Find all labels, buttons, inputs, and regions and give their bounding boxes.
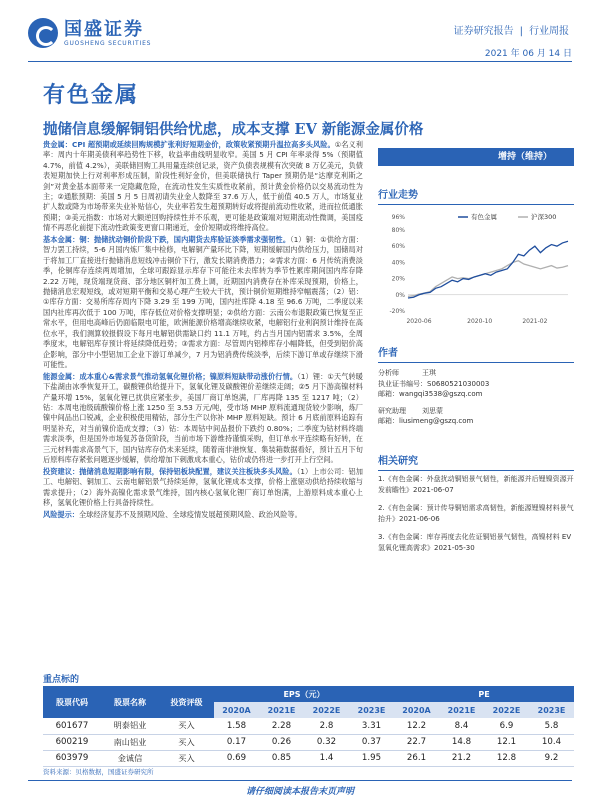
paragraph-energy-metals bbox=[43, 372, 363, 466]
trend-title: 行业走势 bbox=[378, 186, 574, 205]
stock-name: 南山铝业 bbox=[101, 734, 159, 750]
table-row bbox=[43, 750, 574, 766]
col-header-pe: PE bbox=[394, 686, 574, 702]
stock-value: 12.8 bbox=[484, 750, 529, 766]
paragraph-lead: 基本金属：铜：抛储扰动铜价阶段下跌，国内期货去库验证淡季需求强韧性。 bbox=[43, 235, 291, 245]
col-header-year: 2020A bbox=[214, 702, 259, 718]
paragraph-lead: 贵金属：CPI 超预期或延续回购规模扩张利好短期金价，政策收紧预期升温拉高多头风险。 bbox=[43, 140, 335, 149]
paragraph-lead: 风险提示： bbox=[43, 509, 79, 519]
y-tick-label: 60% bbox=[391, 243, 405, 251]
related-title: 相关研究 bbox=[378, 452, 574, 471]
report-headline: 抛储信息缓解铜铝供给忧虑，成本支撑 EV 新能源金属价格 bbox=[43, 121, 424, 138]
y-tick-label: 80% bbox=[391, 226, 405, 234]
logo-en-text: GUOSHENG SECURITIES bbox=[64, 39, 152, 47]
stock-value: 1.95 bbox=[349, 750, 394, 766]
stock-rating: 买入 bbox=[159, 734, 214, 750]
stock-value: 1.4 bbox=[304, 750, 349, 766]
stock-value: 21.2 bbox=[439, 750, 484, 766]
paragraph-investment-advice bbox=[43, 467, 363, 509]
analyst-email[interactable]: wangqi3538@gszq.com bbox=[399, 390, 483, 399]
col-header-year: 2023E bbox=[529, 702, 574, 718]
y-tick-label: 20% bbox=[391, 275, 405, 283]
stock-table bbox=[43, 686, 574, 767]
related-item[interactable]: 3.《有色金属：库存再度去化佐证铜铝景气韧性，高镍材料 EV 氢氧化锂高需求》2021-05-30 bbox=[378, 533, 572, 552]
col-header-name: 股票名称 bbox=[101, 686, 159, 718]
stock-code: 603979 bbox=[43, 750, 101, 766]
author-title: 作者 bbox=[378, 344, 574, 363]
stock-value: 1.58 bbox=[214, 718, 259, 734]
stock-value: 2.28 bbox=[259, 718, 304, 734]
paragraph-text: （1）锂：①天气转暖下盐湖由冰季恢复开工，碳酸锂供给提升下，氢氧化锂及碳酸锂价差继续走阔；②5 月下游高镍材料产量环增 15%，氢氧化锂已扰供应紧张步，美国厂商订单饱满，厂库再降 135 至 1217 吨；（2）钴：本周电池级硫酸镍价格上涨 1250 至 3.53 万元/吨，受市场 MHP 原料流通现货较少影响，炼厂镍中间品出口锐减，企业积极使用精钴，部分生产以你补 MHP 原料短缺。预计 6 月底前原料追踪有明显补充，对当前镍价造成支撑；（3）钴：本周钴中间品报价下跌约 0.80%；二季度为钴材料终端需求淡季，但是国外市场复苏备货阶段，当前市场下游维持谨慎采购，但订单水平连续略有好转，在三元材料需求高景气下，国内钴库存仍未来延续，随着南非港恢复、集装箱数据看好，预计五月下旬后原料库存紧张问题逐步缓解，供给增加下刺激成本重心，钴价或仍将进一步打开上行空间。 bbox=[43, 371, 363, 464]
col-header-year: 2022E bbox=[304, 702, 349, 718]
col-header-year: 2023E bbox=[349, 702, 394, 718]
stock-value: 9.2 bbox=[529, 750, 574, 766]
analyst-name: 王琪 bbox=[422, 369, 436, 377]
related-item[interactable]: 2.《有色金属：预计传导铜铝需求高韧性，新能源锂镍材料景气抬升》2021-06-06 bbox=[378, 504, 574, 523]
paragraph-lead: 能源金属：成本重心&需求景气推动氢氧化锂价格；镍原料短缺带动涨价行情。 bbox=[43, 371, 298, 381]
stock-value: 0.69 bbox=[214, 750, 259, 766]
table-row bbox=[43, 734, 574, 750]
stock-value: 22.7 bbox=[394, 734, 439, 750]
report-kind-label: 行业周报 bbox=[529, 26, 569, 37]
stock-value: 3.31 bbox=[349, 718, 394, 734]
stock-rating: 买入 bbox=[159, 750, 214, 766]
stock-value: 0.26 bbox=[259, 734, 304, 750]
stock-value: 0.32 bbox=[304, 734, 349, 750]
col-header-year: 2021E bbox=[259, 702, 304, 718]
email2-label: 邮箱： bbox=[378, 417, 399, 426]
paragraph-text: （1）上市公司：铝加工、电解铝、铜加工、云南电解铝景气持续延伸，氢氧化锂成本支撑，价格上涨驱动供给持续收缩与需求提升；（2）海外高镍化需求景气维持，国内核心氢氧化锂厂商订单饱满，上游原料成本重心上移，氢氧化锂价格上行具备持续性。 bbox=[43, 466, 363, 507]
y-tick-label: -20% bbox=[389, 308, 405, 315]
rating-badge: 增持（维持） bbox=[378, 148, 574, 166]
stock-value: 8.4 bbox=[439, 718, 484, 734]
report-type-sep: | bbox=[519, 26, 523, 37]
summary-body bbox=[43, 140, 363, 522]
stock-value: 12.1 bbox=[484, 734, 529, 750]
related-list bbox=[378, 474, 574, 562]
stock-value: 0.85 bbox=[259, 750, 304, 766]
stock-value: 14.8 bbox=[439, 734, 484, 750]
legend-label: 沪深300 bbox=[531, 213, 557, 221]
paragraph-text: （1）铜：①供给方面：智力罢工持续，5-6 月国内炼厂集中检修，电解铜产量环比下降，短期缓解国内供给压力，国储局对于将加工厂直接进行抛储消息短线冲击铜价下行，激发长期消费潜力；②需求方面：6 月传统消费淡季，伦铜库存连续两周增加，全球可跟踪显示库存下可能往未去库转为季节性累库期间国内库存降 2.22 万吨，现货端现货商、部分地区铜杆加工费上调，近期国内消费存在补库采现预期，价格上，抛储消息宏观短线，或对短期平衡和交易心理产生较大干扰，预计铜价短期维持窄幅震荡；（2）铝：①库存方面：交易所库存周内下降 3.29 至 199 万吨，国内社库降 4.18 至 96.6 万吨，二季度以来国内社库再次低于 100 万吨，库存低位对价格支撑明显；②供给方面：云南公布退限政策已恢复至正常水平，但用电高峰后仍面临限电可能，欧洲能源价格增高继续收紧，电解铝行业利润预计维持在高位水平，我们测算较报假设下每月电解铝供需缺口约 11.1 万吨，约占当月国内铝需求 3.5%，全周季度末，电解铝库存预计将延续降低趋势；③需求方面：尽管周内铝棒库存小幅降低，但受到铝价高企影响，部分中小型铝加工企业下游订单减少，7 月为铝消费传统淡季，后续下游订单或存继续下滑可能性。 bbox=[43, 235, 363, 369]
table-row bbox=[43, 718, 574, 734]
col-header-rating: 投资评级 bbox=[159, 686, 214, 718]
brand-logo bbox=[28, 18, 151, 48]
stock-value: 0.37 bbox=[349, 734, 394, 750]
cert-number: S0680521030003 bbox=[427, 379, 490, 388]
analyst-label: 分析师 bbox=[378, 369, 399, 377]
assistant-name: 刘思蒙 bbox=[422, 406, 443, 415]
footer-divider bbox=[28, 780, 572, 781]
stock-value: 0.17 bbox=[214, 734, 259, 750]
paragraph-base-metals bbox=[43, 235, 363, 370]
col-header-eps: EPS（元） bbox=[214, 686, 394, 702]
report-date: 2021 年 06 月 14 日 bbox=[484, 49, 572, 59]
x-tick-label: 2020-06 bbox=[406, 318, 432, 325]
stock-value: 5.8 bbox=[529, 718, 574, 734]
paragraph-lead: 投资建议：抛储消息短期影响有限，保持铝板块配置，建议关注板块多头风险。 bbox=[43, 466, 297, 476]
footer-disclaimer: 请仔细阅读本报告末页声明 bbox=[245, 787, 354, 797]
paragraph-text: 全球经济复苏不及预期风险、全球疫情发展超预期风险、政治风险等。 bbox=[78, 509, 302, 519]
side-panel bbox=[378, 148, 574, 327]
stock-rating: 买入 bbox=[159, 718, 214, 734]
stock-table-title: 重点标的 bbox=[43, 675, 80, 685]
cert-label: 执业证书编号： bbox=[378, 379, 427, 388]
x-tick-label: 2021-02 bbox=[522, 318, 548, 325]
email-label: 邮箱： bbox=[378, 390, 399, 399]
stock-value: 10.4 bbox=[529, 734, 574, 750]
col-header-year: 2020A bbox=[394, 702, 439, 718]
paragraph-risk bbox=[43, 510, 363, 520]
stock-value: 6.9 bbox=[484, 718, 529, 734]
logo-cn-text: 国盛证券 bbox=[64, 18, 144, 40]
stock-name: 明泰铝业 bbox=[101, 718, 159, 734]
col-header-code: 股票代码 bbox=[43, 686, 101, 718]
y-tick-label: 0% bbox=[395, 291, 405, 299]
header-divider bbox=[28, 61, 572, 62]
stock-code: 601677 bbox=[43, 718, 101, 734]
report-type-label: 证券研究报告 bbox=[453, 26, 514, 37]
stock-code: 600219 bbox=[43, 734, 101, 750]
trend-chart-svg bbox=[378, 209, 574, 327]
author-block bbox=[378, 368, 574, 427]
report-header bbox=[0, 0, 600, 64]
stock-value: 2.8 bbox=[304, 718, 349, 734]
stock-value: 12.2 bbox=[394, 718, 439, 734]
x-tick-label: 2020-10 bbox=[467, 318, 493, 325]
y-tick-label: 96% bbox=[391, 214, 405, 221]
paragraph-precious-metals bbox=[43, 140, 363, 234]
paragraph-text: ①名义利率：周内十年期美债利率趋势性下移，收益率曲线明显收窄。美国 5 月 CPI 年率录得 5%（预期值 4.7%，前值 4.2%），美联储回购工具用量连续创记录，资产负债表规模有次突破 8 万亿美元，负债表短期加快上行对利率形成压制，阶段性利好金价，但美联储执行 Taper 预期仍是“达摩克利斯之剑”对黄金基本面带来一定隐藏危险，在流动性发生实质性收紧前，预计黄金价格仍以交易流动性为主；②通胀预期：美国 5 月 5 日周初请失业金人数降至 37.6 万人，低于前值 40.5 万人，市场复业扩人数或降为市场带来失业补贴信心，失业率若发生超预期转好或将提前流动性收紧，进而拉低通胀预期；③美元指数：市场对大额逆回购持续性并不乐观，更可能是政策端对短期流动性微调，美国疫情不再恶化前提下流动性政策变更窗口期递近，金价短期或将维持高位。 bbox=[43, 140, 363, 233]
legend-label: 有色金属 bbox=[471, 213, 497, 221]
col-header-year: 2022E bbox=[484, 702, 529, 718]
sector-title: 有色金属 bbox=[43, 82, 140, 108]
stock-name: 金诚信 bbox=[101, 750, 159, 766]
table-source: 资料来源：贝格数据，国盛证券研究所 bbox=[43, 768, 154, 776]
logo-icon bbox=[28, 18, 58, 48]
stock-value: 26.1 bbox=[394, 750, 439, 766]
col-header-year: 2021E bbox=[439, 702, 484, 718]
trend-chart bbox=[378, 209, 574, 327]
report-type bbox=[451, 22, 572, 37]
related-item[interactable]: 1.《有色金属：外盘扰动铜铝景气韧性，新能源并后锂镍资源开发前瞻性》2021-06-07 bbox=[378, 475, 574, 494]
assistant-label: 研究助理 bbox=[378, 406, 406, 415]
y-tick-label: 40% bbox=[391, 259, 405, 267]
assistant-email[interactable]: liusimeng@gszq.com bbox=[399, 417, 474, 426]
